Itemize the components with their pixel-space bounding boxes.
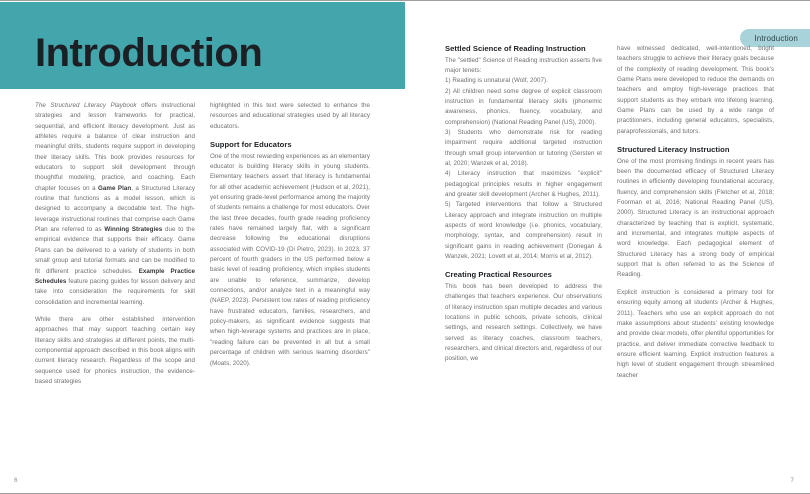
term-example-practice-schedules: Example Practice Schedules	[35, 267, 195, 285]
paragraph-text: , a Structured Literacy routine that functions as a model lesson, which is designed to accompany a decodable text. The high-leverage instructional routines that comprise each Game Plan are referred to as	[35, 184, 195, 234]
section-heading-creating-practical-resources: Creating Practical Resources	[445, 270, 552, 280]
page-number-left: 6	[14, 477, 18, 484]
page-number-right: 7	[790, 477, 794, 484]
paragraph: have witnessed dedicated, well-intentioned, bright teachers struggle to achieve their literacy goals because of the complexity of reading development. This book's Game Plans were developed to reduce the demands on teachers and employ high-leverage practices that support students as they embark into lifelong learning. Game Plans can be used by a wide range of practitioners, including general educators, specialists, paraprofessionals, and tutors.	[617, 45, 774, 135]
right-page-column-2	[617, 44, 774, 381]
paragraph: The "settled" Science of Reading instruction asserts five major tenets:	[445, 56, 602, 74]
term-game-plan: Game Plan	[98, 184, 132, 192]
left-page-columns	[35, 101, 371, 387]
right-page	[405, 1, 810, 494]
paragraph: One of the most rewarding experiences as an elementary educator is building literacy skills in young students. Elementary teachers assert that literacy is fundamental for all other academic achievement (Hudson et al, 2021), yet ensuring grade-level performance among the majority of students remains a challenge for most educators. Over the last three decades, fourth grade reading proficiency rates have remained largely flat, with a significant decrease following the educational disruptions associated with COVID-19 (Di Pietro, 2023). In 2023, 37 percent of fourth graders in the US performed below a basic level of reading proficiency, which implies students are unable to reference, summarize, develop connections, and/or analyze text in a meaningful way (NAEP, 2023). Persistent low rates of reading proficiency have frustrated educators, families, researchers, and policy-makers, as significant evidence suggests that when high-leverage systems and practices are in place, "reading failure can be prevented in all but a small percentage of children with serious learning disorders" (Moats, 2020).	[210, 152, 370, 367]
list-item-tenet-1: 1) Reading is unnatural (Wolf, 2007).	[445, 77, 548, 85]
paragraph: highlighted in this text were selected to enhance the resources and educational strategies used by all literacy educators.	[210, 102, 370, 130]
left-page-column-1	[35, 101, 195, 387]
right-page-columns	[445, 44, 775, 381]
paragraph-text: feature pacing guides for lesson delivery and take into consideration the requirements for skill consolidation and incremental learning.	[35, 277, 195, 306]
paragraph: While there are other established intervention approaches that may support teaching certain key literacy skills and strategies at different points, the multi-componential approach described in this book aligns with current literacy research. Regardless of the scope and sequence used for phonics instruction, the evidence-based strategies	[35, 315, 195, 385]
page-title: Introduction	[35, 31, 263, 75]
paragraph-text: due to the empirical evidence that supports their efficacy. Game Plans can be delivered to a variety of students in both small group and tutorial formats and can be modified to fit different practice schedules.	[35, 226, 196, 275]
list-item-tenet-5: 5) Targeted interventions that follow a Structured Literacy approach and integrate instruction on multiple aspects of word knowledge (i.e. phonics, vocabulary, morphology, syntax, and comprehension) result in significant gains in reading achievement (Donegan & Wanzek, 2021; Lovett et al, 2014; Morris et al, 2012).	[445, 201, 602, 261]
paragraph	[35, 101, 195, 308]
list-item-tenet-2: 2) All children need some degree of explicit classroom instruction in fundamental literacy skills (phonemic awareness, phonics, fluency, vocabulary, and comprehension) (National Reading Panel (US), 2000).	[445, 87, 602, 126]
section-heading-support-for-educators: Support for Educators	[210, 140, 292, 150]
chapter-tab[interactable]	[730, 15, 810, 43]
section-heading-structured-literacy-instruction: Structured Literacy Instruction	[617, 145, 730, 155]
paragraph: One of the most promising findings in recent years has been the documented efficacy of Structured Literacy routines in efficiently developing foundational accuracy, fluency, and comprehension skills (Fletcher et al, 2018; Foorman et al, 2016; National Reading Panel (US), 2000). Structured Literacy is an instructional approach characterized by teaching that is explicit, systematic, and incremental, and integrates multiple aspects of word knowledge. Each pedagogical element of Structured Literacy has a strong body of empirical support that is often referred to as the Science of Reading.	[617, 157, 774, 279]
paragraph: This book has been developed to address the challenges that teachers experience. Our observations of literacy instruction span multiple decades and various locations in public schools, private schools, clinical settings, and research settings. Collectively, we have served as literacy coaches, classroom teachers, researchers, and clinical directors and, regardless of our position, we	[445, 283, 602, 363]
list-item-tenet-4: 4) Literacy instruction that maximizes "explicit" pedagogical principles results in higher engagement and greater skill development (Archer & Hughes, 2011).	[445, 170, 602, 199]
left-page	[0, 1, 405, 494]
term-winning-strategies: Winning Strategies	[104, 226, 163, 234]
right-page-column-1	[445, 44, 602, 381]
left-page-column-2	[210, 101, 370, 387]
paragraph: Explicit instruction is considered a primary tool for ensuring equity among all students (Archer & Hughes, 2011). Teachers who use an explicit approach do not make assumptions about students' existing knowledge and provide clear models, offer plentiful opportunities for practice, and deliver immediate corrective feedback to ensure efficient learning. Explicit instruction features a high level of student engagement through streamlined teacher	[617, 288, 774, 379]
section-heading-settled-science: Settled Science of Reading Instruction	[445, 44, 586, 53]
paragraph-text: offers instructional strategies and lesson frameworks for practical, sequential, and efficient literacy development. Just as athletes require a balance of clear instruction and meaningful drills, students require support in developing their literacy skills. This book provides resources for educators to support skill development through thoughtful modeling, practice, and coaching. Each chapter focuses on a	[35, 102, 195, 192]
book-title-italic: The Structured Literacy Playbook	[35, 102, 137, 109]
chapter-tab-label: Introduction	[740, 29, 810, 47]
list-item-tenet-3: 3) Students who demonstrate risk for reading impairment require additional targeted instruction through small group intervention or tutoring (Gersten et al, 2020; Wanzek et al, 2018).	[445, 129, 602, 168]
